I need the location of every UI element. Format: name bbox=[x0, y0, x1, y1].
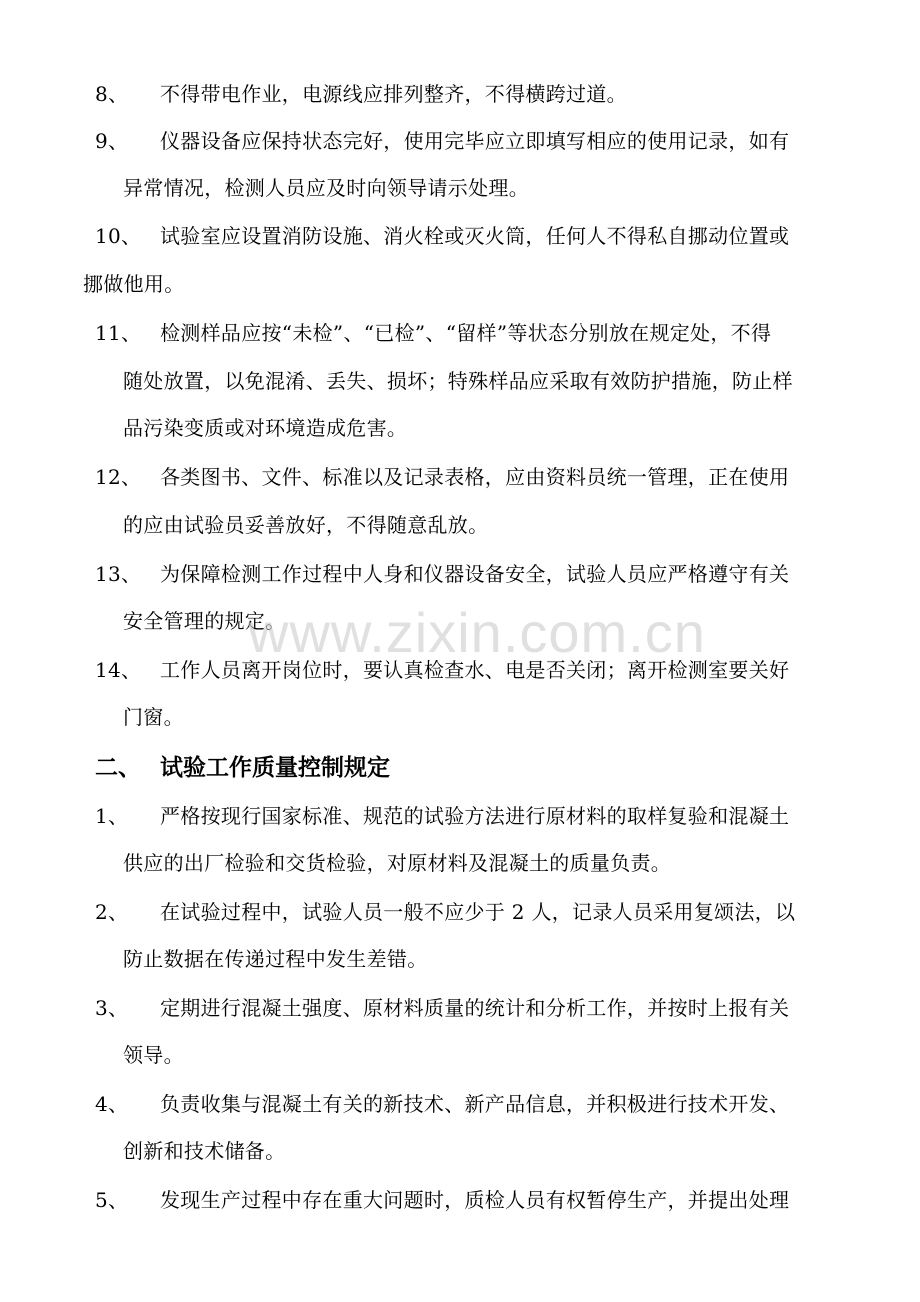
item-number: 8、 bbox=[95, 82, 129, 106]
item-text-line: 防止数据在传递过程中发生差错。 bbox=[123, 947, 428, 971]
item-number: 4、 bbox=[95, 1092, 129, 1116]
watermark: www.zixin.com.cn bbox=[248, 601, 706, 664]
item-text-line: 随处放置，以免混淆、丢失、损坏；特殊样品应采取有效防护措施，防止样 bbox=[123, 369, 793, 393]
item-number: 14、 bbox=[95, 658, 142, 682]
item-text-line: 工作人员离开岗位时，要认真检查水、电是否关闭；离开检测室要关好 bbox=[160, 658, 790, 682]
item-number: 13、 bbox=[95, 562, 142, 586]
item-number: 10、 bbox=[95, 224, 142, 248]
item-text-line: 定期进行混凝土强度、原材料质量的统计和分析工作，并按时上报有关 bbox=[160, 996, 790, 1020]
item-text-line: 各类图书、文件、标准以及记录表格，应由资料员统一管理，正在使用 bbox=[160, 465, 790, 489]
item-number: 12、 bbox=[95, 465, 142, 489]
item-text-line: 仪器设备应保持状态完好，使用完毕应立即填写相应的使用记录，如有 bbox=[160, 129, 790, 153]
item-text-line: 供应的出厂检验和交货检验，对原材料及混凝土的质量负责。 bbox=[123, 851, 672, 875]
item-text-line: 为保障检测工作过程中人身和仪器设备安全，试验人员应严格遵守有关 bbox=[160, 562, 790, 586]
item-number: 5、 bbox=[95, 1188, 129, 1212]
section-number: 二、 bbox=[95, 755, 141, 781]
item-number: 11、 bbox=[95, 321, 142, 345]
item-text-line: 品污染变质或对环境造成危害。 bbox=[123, 416, 408, 440]
item-text-line: 门窗。 bbox=[123, 705, 184, 729]
item-text-line: 的应由试验员妥善放好，不得随意乱放。 bbox=[123, 513, 489, 537]
item-text-line: 发现生产过程中存在重大问题时，质检人员有权暂停生产，并提出处理 bbox=[160, 1188, 790, 1212]
item-text-line: 领导。 bbox=[123, 1043, 184, 1067]
item-text-line: 创新和技术储备。 bbox=[123, 1139, 286, 1163]
item-text-line: 试验室应设置消防设施、消火栓或灭火筒，任何人不得私自挪动位置或 bbox=[160, 224, 790, 248]
item-text-line: 在试验过程中，试验人员一般不应少于 2 人，记录人员采用复颂法，以 bbox=[160, 900, 796, 924]
item-text-line: 挪做他用。 bbox=[83, 272, 185, 296]
item-text-line: 安全管理的规定。 bbox=[123, 609, 286, 633]
item-text-line: 严格按现行国家标准、规范的试验方法进行原材料的取样复验和混凝土 bbox=[160, 804, 790, 828]
item-number: 2、 bbox=[95, 900, 129, 924]
item-text-line: 检测样品应按“未检”、“已检”、“留样”等状态分别放在规定处，不得 bbox=[160, 321, 772, 345]
item-text-line: 异常情况，检测人员应及时向领导请示处理。 bbox=[123, 176, 529, 200]
item-number: 3、 bbox=[95, 996, 129, 1020]
item-text-line: 负责收集与混凝土有关的新技术、新产品信息，并积极进行技术开发、 bbox=[160, 1092, 790, 1116]
section-title: 试验工作质量控制规定 bbox=[160, 755, 390, 781]
item-text-line: 不得带电作业，电源线应排列整齐，不得横跨过道。 bbox=[160, 82, 627, 106]
item-number: 9、 bbox=[95, 129, 129, 153]
item-number: 1、 bbox=[95, 804, 129, 828]
